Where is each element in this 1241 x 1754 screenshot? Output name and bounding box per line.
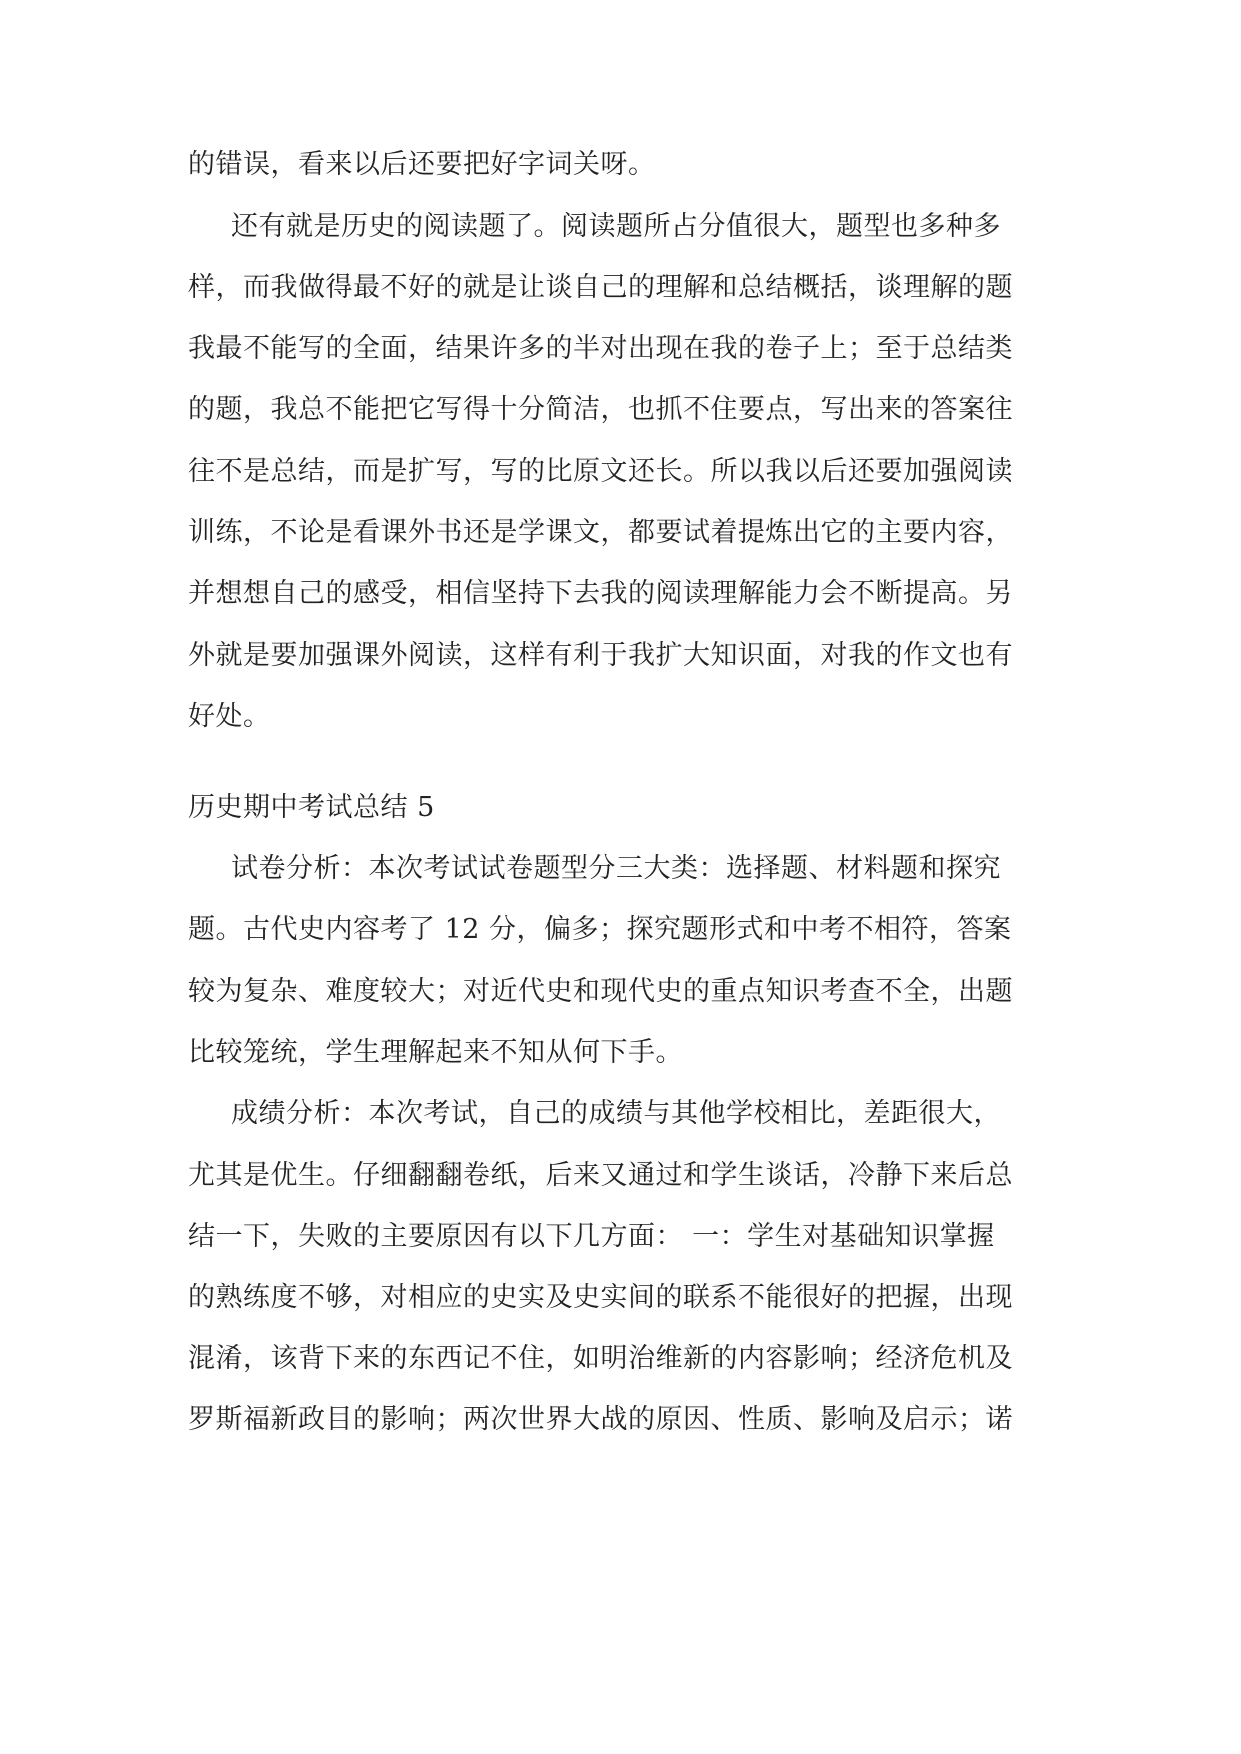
- paragraph-3-line-2: 题。古代史内容考了 12 分，偏多；探究题形式和中考不相符，答案: [188, 914, 1012, 945]
- paragraph-2-line-9: 好处。: [188, 701, 271, 732]
- paragraph-4-line-6: 罗斯福新政目的影响；两次世界大战的原因、性质、影响及启示；诺: [188, 1404, 1013, 1435]
- paragraph-2-line-7: 并想想自己的感受，相信坚持下去我的阅读理解能力会不断提高。另: [188, 578, 1013, 609]
- section-heading: 历史期中考试总结 5: [188, 792, 435, 823]
- paragraph-4-line-2: 尤其是优生。仔细翻翻卷纸，后来又通过和学生谈话，冷静下来后总: [188, 1160, 1013, 1191]
- paragraph-2-line-6: 训练，不论是看课外书还是学课文，都要试着提炼出它的主要内容，: [188, 517, 1013, 548]
- paragraph-4-line-1: 成绩分析：本次考试，自己的成绩与其他学校相比，差距很大，: [231, 1098, 1001, 1129]
- paragraph-2-line-4: 的题，我总不能把它写得十分简洁，也抓不住要点，写出来的答案往: [188, 394, 1013, 425]
- paragraph-2-line-2: 样，而我做得最不好的就是让谈自己的理解和总结概括，谈理解的题: [188, 272, 1013, 303]
- paragraph-4-line-5: 混淆，该背下来的东西记不住，如明治维新的内容影响；经济危机及: [188, 1343, 1013, 1374]
- paragraph-3-line-1: 试卷分析：本次考试试卷题型分三大类：选择题、材料题和探究: [231, 853, 1001, 884]
- paragraph-4-line-4: 的熟练度不够，对相应的史实及史实间的联系不能很好的把握，出现: [188, 1282, 1013, 1313]
- paragraph-1-line-1: 的错误，看来以后还要把好字词关呀。: [188, 149, 656, 180]
- paragraph-2-line-3: 我最不能写的全面，结果许多的半对出现在我的卷子上；至于总结类: [188, 333, 1013, 364]
- paragraph-4-line-3: 结一下，失败的主要原因有以下几方面： 一：学生对基础知识掌握: [188, 1221, 995, 1252]
- paragraph-3-line-3: 较为复杂、难度较大；对近代史和现代史的重点知识考查不全，出题: [188, 976, 1013, 1007]
- paragraph-2-line-8: 外就是要加强课外阅读，这样有利于我扩大知识面，对我的作文也有: [188, 640, 1013, 671]
- paragraph-3-line-4: 比较笼统，学生理解起来不知从何下手。: [188, 1037, 683, 1068]
- paragraph-2-line-5: 往不是总结，而是扩写，写的比原文还长。所以我以后还要加强阅读: [188, 456, 1013, 487]
- paragraph-2-line-1: 还有就是历史的阅读题了。阅读题所占分值很大，题型也多种多: [231, 211, 1001, 242]
